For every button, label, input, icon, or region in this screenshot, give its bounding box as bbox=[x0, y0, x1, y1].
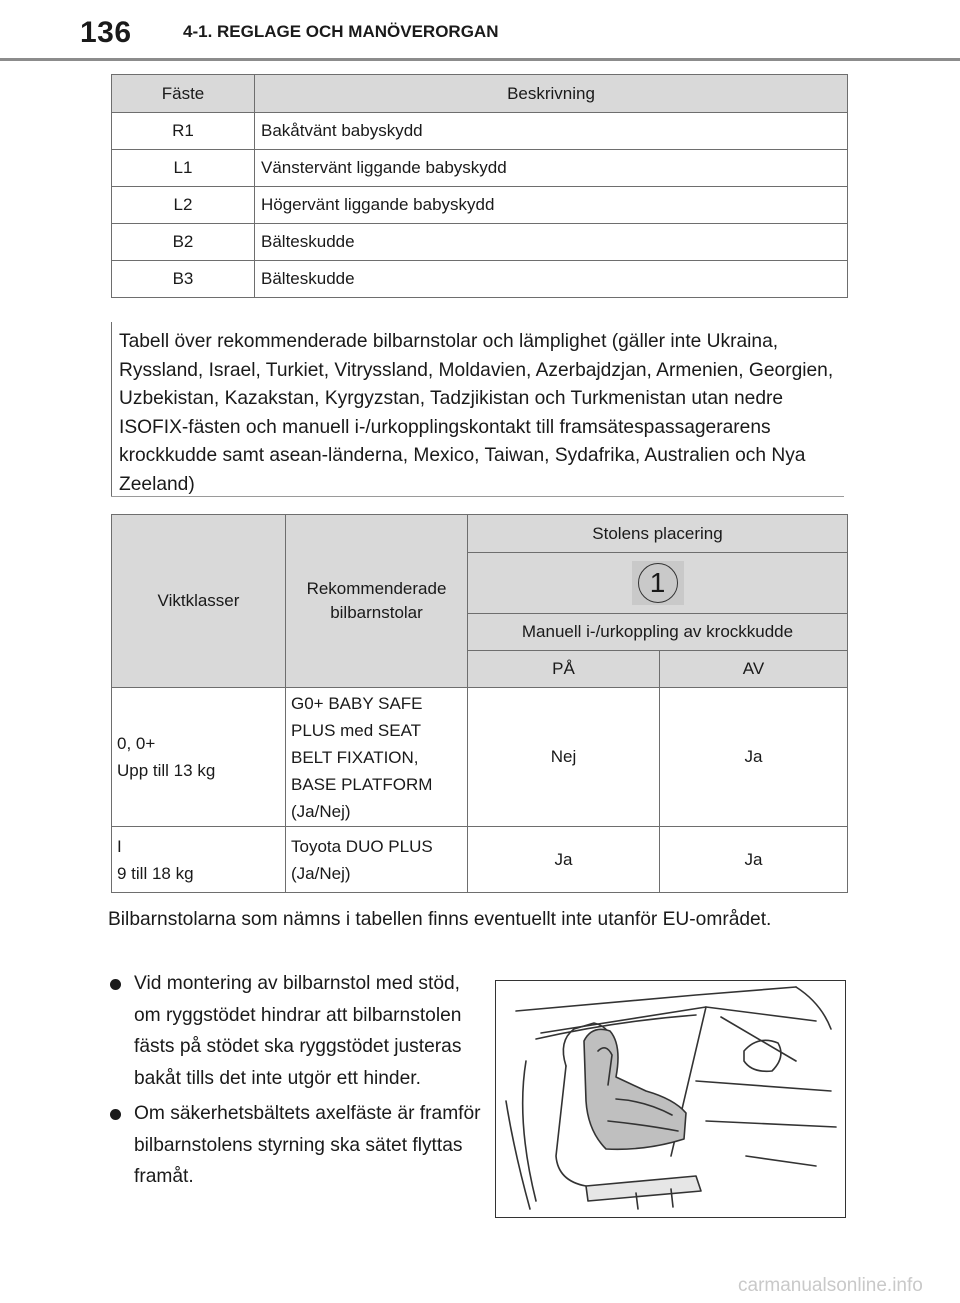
table-cell: Bälteskudde bbox=[255, 224, 848, 261]
child-seat-illustration bbox=[495, 980, 846, 1218]
position-one-icon bbox=[632, 561, 684, 605]
seat-position-header: Stolens placering bbox=[468, 515, 848, 553]
seat-recommendation-table bbox=[111, 514, 848, 893]
page-number: 136 bbox=[80, 16, 132, 49]
list-item-text: Vid montering av bilbarnstol med stöd, om ryggstödet hindrar att bilbarnstolen fästs på stödet ska ryggstödet justeras bakåt tills det inte utgör ett hinder. bbox=[134, 973, 462, 1089]
seat-line: (Ja/Nej) bbox=[291, 801, 351, 821]
section-title: 4-1. REGLAGE OCH MANÖVERORGAN bbox=[183, 22, 499, 41]
table-row bbox=[112, 261, 848, 298]
table-header-row bbox=[112, 75, 848, 113]
table-cell: L1 bbox=[112, 150, 255, 187]
note-box bbox=[111, 322, 844, 497]
weight-range-value: 9 till 18 kg bbox=[117, 863, 194, 883]
table-header-row bbox=[112, 515, 848, 553]
table-row bbox=[112, 827, 848, 893]
table-row bbox=[112, 113, 848, 150]
seat-line: BELT FIXATION, bbox=[291, 747, 419, 767]
table-cell: Vänstervänt liggande babyskydd bbox=[255, 150, 848, 187]
weight-class-cell bbox=[112, 688, 286, 827]
seat-line: Toyota DUO PLUS bbox=[291, 836, 433, 856]
weight-range-value: Upp till 13 kg bbox=[117, 761, 216, 780]
note-text: Tabell över rekommenderade bilbarnstolar och lämplighet (gäller inte Ukraina, Ryssland, Israel, Turkiet, Vitryssland, Moldavien, Azerbajdzjan, Armenien, Georgien, Uzbekistan, Kazakstan, Kyrgyzstan, Tadzjikistan och Turkmenistan utan nedre ISOFIX-fästen och manuell i-/urkopplingskontakt till framsätespassagerarens krockkudde samt asean-länderna, Mexico, Taiwan, Sydafrika, Australien och Nya Zeeland) bbox=[119, 331, 834, 495]
note-left-rule bbox=[111, 322, 112, 497]
table-row bbox=[112, 224, 848, 261]
position-symbol-cell bbox=[468, 553, 848, 614]
airbag-on-cell: Ja bbox=[468, 827, 660, 893]
table-cell: Högervänt liggande babyskydd bbox=[255, 187, 848, 224]
list-item bbox=[108, 1098, 483, 1193]
anchor-table bbox=[111, 74, 848, 298]
recommended-seats-header: Rekommenderade bilbarnstolar bbox=[286, 515, 468, 688]
page-header bbox=[0, 0, 960, 66]
note-bottom-rule bbox=[111, 496, 844, 497]
table-row bbox=[112, 150, 848, 187]
position-number: 1 bbox=[638, 563, 678, 603]
table-cell: B3 bbox=[112, 261, 255, 298]
watermark: carmanualsonline.info bbox=[738, 1275, 923, 1296]
airbag-off-cell: Ja bbox=[660, 688, 848, 827]
table-cell: R1 bbox=[112, 113, 255, 150]
column-header: Beskrivning bbox=[255, 75, 848, 113]
list-item bbox=[108, 968, 483, 1094]
weight-class-value: I bbox=[117, 836, 122, 856]
child-seat-in-car-icon bbox=[496, 981, 844, 1216]
weight-class-cell bbox=[112, 827, 286, 893]
header-divider bbox=[0, 58, 960, 61]
table-cell: L2 bbox=[112, 187, 255, 224]
table-cell: B2 bbox=[112, 224, 255, 261]
table-row bbox=[112, 688, 848, 827]
table-cell: Bakåtvänt babyskydd bbox=[255, 113, 848, 150]
off-header: AV bbox=[660, 651, 848, 688]
list-item-text: Om säkerhetsbältets axelfäste är framför bilbarnstolens styrning ska sätet flyttas framåt. bbox=[134, 1103, 481, 1187]
body-paragraph: Bilbarnstolarna som nämns i tabellen finns eventuellt inte utanför EU-området. bbox=[108, 909, 772, 930]
recommended-seat-cell bbox=[286, 827, 468, 893]
table-row bbox=[112, 187, 848, 224]
weight-class-value: 0, 0+ bbox=[117, 734, 156, 753]
bullet-list bbox=[108, 968, 483, 1197]
bullet-icon bbox=[110, 1109, 121, 1120]
bullet-icon bbox=[110, 979, 121, 990]
airbag-on-cell: Nej bbox=[468, 688, 660, 827]
seat-line: BASE PLATFORM bbox=[291, 774, 433, 794]
recommended-seat-cell bbox=[286, 688, 468, 827]
weight-class-header: Viktklasser bbox=[112, 515, 286, 688]
on-header: PÅ bbox=[468, 651, 660, 688]
seat-line: (Ja/Nej) bbox=[291, 863, 351, 883]
seat-line: G0+ BABY SAFE bbox=[291, 693, 423, 713]
column-header: Fäste bbox=[112, 75, 255, 113]
airbag-off-cell: Ja bbox=[660, 827, 848, 893]
airbag-switch-header: Manuell i-/urkoppling av krockkudde bbox=[468, 614, 848, 651]
table-cell: Bälteskudde bbox=[255, 261, 848, 298]
seat-line: PLUS med SEAT bbox=[291, 720, 422, 740]
